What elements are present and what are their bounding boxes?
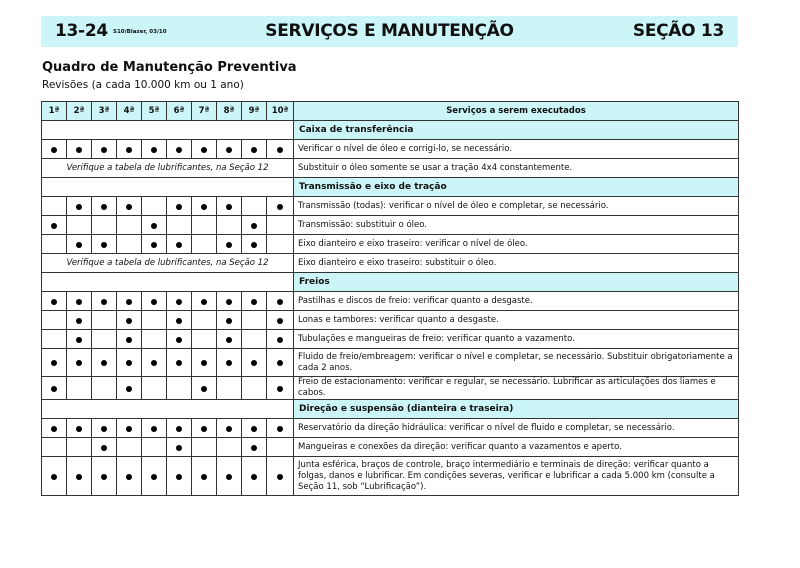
bullet-icon: [201, 204, 207, 210]
revision-cell: [242, 330, 267, 349]
section-blank-cell: [42, 178, 294, 197]
revision-cell: [267, 292, 294, 311]
revision-cell: [167, 457, 192, 496]
column-header: 2ª: [67, 102, 92, 121]
revision-cell: [92, 349, 117, 377]
revision-cell: [42, 438, 67, 457]
maintenance-table: [41, 101, 739, 496]
revision-cell: [142, 311, 167, 330]
bullet-icon: [226, 337, 232, 343]
revision-cell: [142, 235, 167, 254]
revision-cell: [192, 419, 217, 438]
table-row: [42, 438, 739, 457]
bullet-icon: [126, 474, 132, 480]
column-header: 9ª: [242, 102, 267, 121]
bullet-icon: [251, 360, 257, 366]
bullet-icon: [151, 426, 157, 432]
bullet-icon: [277, 299, 283, 305]
bullet-icon: [151, 474, 157, 480]
bullet-icon: [101, 474, 107, 480]
revision-cell: [242, 377, 267, 400]
revision-cell: [67, 197, 92, 216]
revision-cell: [92, 140, 117, 159]
revision-cell: [142, 197, 167, 216]
revision-cell: [192, 438, 217, 457]
revision-cell: [217, 419, 242, 438]
revision-cell: [142, 216, 167, 235]
revision-cell: [192, 377, 217, 400]
bullet-icon: [76, 318, 82, 324]
bullet-icon: [151, 360, 157, 366]
revision-cell: [67, 438, 92, 457]
revision-cell: [267, 419, 294, 438]
revision-cell: [267, 349, 294, 377]
bullet-icon: [151, 242, 157, 248]
bullet-icon: [277, 474, 283, 480]
revision-cell: [92, 457, 117, 496]
revision-cell: [217, 377, 242, 400]
bullet-icon: [101, 204, 107, 210]
bullet-icon: [126, 318, 132, 324]
revision-cell: [242, 235, 267, 254]
revision-cell: [192, 216, 217, 235]
bullet-icon: [51, 426, 57, 432]
model-note: S10/Blazer, 03/10: [113, 29, 167, 35]
revision-cell: [267, 438, 294, 457]
bullet-icon: [76, 299, 82, 305]
revision-cell: [117, 419, 142, 438]
revision-cell: [242, 438, 267, 457]
revision-cell: [42, 292, 67, 311]
bullet-icon: [201, 386, 207, 392]
bullet-icon: [126, 337, 132, 343]
table-body: [42, 121, 739, 496]
bullet-icon: [226, 474, 232, 480]
revision-cell: [42, 457, 67, 496]
bullet-icon: [126, 426, 132, 432]
revision-cell: [167, 330, 192, 349]
bullet-icon: [251, 242, 257, 248]
service-text: Junta esférica, braços de controle, braço intermediário e terminais de direção: verificar quanto a folgas, danos e lubrificar. Em condições severas, verificar e lubrificar a cada 5.000 km (consulte a Seção 11, sob “Lubrificação”).: [294, 457, 739, 496]
bullet-icon: [201, 426, 207, 432]
revision-cell: [42, 140, 67, 159]
bullet-icon: [176, 360, 182, 366]
section-row: [42, 121, 739, 140]
revision-cell: [267, 330, 294, 349]
service-text: Transmissão (todas): verificar o nível de óleo e completar, se necessário.: [294, 197, 739, 216]
revision-cell: [192, 235, 217, 254]
revision-cell: [167, 377, 192, 400]
page-subtitle: Revisões (a cada 10.000 km ou 1 ano): [42, 79, 244, 91]
bullet-icon: [126, 360, 132, 366]
revision-cell: [92, 438, 117, 457]
column-header: 1ª: [42, 102, 67, 121]
bullet-icon: [151, 147, 157, 153]
bullet-icon: [76, 242, 82, 248]
revision-cell: [242, 349, 267, 377]
section-row: [42, 273, 739, 292]
revision-cell: [267, 140, 294, 159]
revision-cell: [67, 292, 92, 311]
bullet-icon: [101, 426, 107, 432]
revision-cell: [67, 235, 92, 254]
section-row: [42, 178, 739, 197]
service-text: Verificar o nível de óleo e corrigi-lo, se necessário.: [294, 140, 739, 159]
revision-cell: [267, 235, 294, 254]
note-row: [42, 254, 739, 273]
bullet-icon: [51, 299, 57, 305]
bullet-icon: [201, 147, 207, 153]
revision-cell: [267, 457, 294, 496]
bullet-icon: [226, 360, 232, 366]
bullet-icon: [277, 337, 283, 343]
services-header: Serviços a serem executados: [294, 102, 739, 121]
bullet-icon: [51, 223, 57, 229]
table-row: [42, 330, 739, 349]
revision-cell: [267, 216, 294, 235]
revision-cell: [117, 377, 142, 400]
bullet-icon: [251, 426, 257, 432]
revision-cell: [117, 330, 142, 349]
revision-cell: [67, 457, 92, 496]
revision-cell: [142, 349, 167, 377]
revision-cell: [92, 377, 117, 400]
bullet-icon: [176, 242, 182, 248]
revision-cell: [92, 235, 117, 254]
bullet-icon: [101, 445, 107, 451]
table-row: [42, 419, 739, 438]
revision-cell: [142, 330, 167, 349]
bullet-icon: [151, 223, 157, 229]
revision-cell: [167, 438, 192, 457]
revision-cell: [117, 197, 142, 216]
revision-cell: [192, 197, 217, 216]
table-row: [42, 140, 739, 159]
bullet-icon: [51, 474, 57, 480]
revision-cell: [167, 292, 192, 311]
bullet-icon: [176, 147, 182, 153]
bullet-icon: [176, 426, 182, 432]
revision-cell: [217, 311, 242, 330]
table-header-row: [42, 102, 739, 121]
bullet-icon: [76, 147, 82, 153]
revision-cell: [92, 197, 117, 216]
revision-cell: [192, 311, 217, 330]
revision-cell: [267, 377, 294, 400]
bullet-icon: [201, 474, 207, 480]
service-text: Eixo dianteiro e eixo traseiro: substituir o óleo.: [294, 254, 739, 273]
column-header: 7ª: [192, 102, 217, 121]
bullet-icon: [101, 242, 107, 248]
revision-cell: [142, 292, 167, 311]
revision-cell: [217, 216, 242, 235]
revision-cell: [117, 349, 142, 377]
service-text: Mangueiras e conexões da direção: verificar quanto a vazamentos e aperto.: [294, 438, 739, 457]
bullet-icon: [51, 360, 57, 366]
column-header: 10ª: [267, 102, 294, 121]
revision-cell: [167, 419, 192, 438]
service-text: Freio de estacionamento: verificar e regular, se necessário. Lubrificar as articulações dos liames e cabos.: [294, 377, 739, 400]
lubricant-note: Verifique a tabela de lubrificantes, na Seção 12: [42, 159, 294, 178]
service-text: Reservatório da direção hidráulica: verificar o nível de fluido e completar, se necessário.: [294, 419, 739, 438]
service-text: Substituir o óleo somente se usar a tração 4x4 constantemente.: [294, 159, 739, 178]
bullet-icon: [277, 426, 283, 432]
revision-cell: [92, 292, 117, 311]
table-row: [42, 311, 739, 330]
revision-cell: [217, 140, 242, 159]
revision-cell: [67, 349, 92, 377]
revision-cell: [117, 140, 142, 159]
revision-cell: [167, 140, 192, 159]
revision-cell: [167, 197, 192, 216]
revision-cell: [92, 311, 117, 330]
bullet-icon: [201, 299, 207, 305]
revision-cell: [92, 419, 117, 438]
revision-cell: [67, 140, 92, 159]
revision-cell: [267, 311, 294, 330]
revision-cell: [217, 197, 242, 216]
bullet-icon: [277, 360, 283, 366]
bullet-icon: [101, 299, 107, 305]
revision-cell: [142, 140, 167, 159]
revision-cell: [117, 216, 142, 235]
revision-cell: [242, 457, 267, 496]
revision-cell: [117, 311, 142, 330]
revision-cell: [142, 419, 167, 438]
bullet-icon: [126, 386, 132, 392]
bullet-icon: [76, 474, 82, 480]
revision-cell: [167, 216, 192, 235]
bullet-icon: [277, 147, 283, 153]
bullet-icon: [51, 386, 57, 392]
revision-cell: [42, 419, 67, 438]
bullet-icon: [176, 337, 182, 343]
revision-cell: [267, 197, 294, 216]
revision-cell: [242, 292, 267, 311]
note-row: [42, 159, 739, 178]
revision-cell: [242, 216, 267, 235]
revision-cell: [192, 457, 217, 496]
bullet-icon: [226, 426, 232, 432]
page-number: 13-24: [55, 21, 108, 41]
revision-cell: [42, 235, 67, 254]
section-blank-cell: [42, 121, 294, 140]
revision-cell: [92, 330, 117, 349]
page-title: Quadro de Manutenção Preventiva: [42, 60, 297, 75]
revision-cell: [67, 330, 92, 349]
bullet-icon: [176, 445, 182, 451]
revision-cell: [117, 457, 142, 496]
bullet-icon: [226, 299, 232, 305]
bullet-icon: [176, 318, 182, 324]
revision-cell: [117, 235, 142, 254]
bullet-icon: [101, 360, 107, 366]
bullet-icon: [226, 147, 232, 153]
bullet-icon: [76, 426, 82, 432]
revision-cell: [42, 216, 67, 235]
column-header: 6ª: [167, 102, 192, 121]
revision-cell: [42, 330, 67, 349]
bullet-icon: [277, 318, 283, 324]
bullet-icon: [277, 204, 283, 210]
bullet-icon: [76, 204, 82, 210]
table-row: [42, 197, 739, 216]
revision-cell: [142, 438, 167, 457]
revision-cell: [192, 292, 217, 311]
bullet-icon: [251, 474, 257, 480]
table-row: [42, 349, 739, 377]
bullet-icon: [251, 299, 257, 305]
bullet-icon: [101, 147, 107, 153]
bullet-icon: [251, 445, 257, 451]
section-row: [42, 400, 739, 419]
service-text: Lonas e tambores: verificar quanto a desgaste.: [294, 311, 739, 330]
service-text: Transmissão: substituir o óleo.: [294, 216, 739, 235]
revision-cell: [242, 140, 267, 159]
service-text: Fluido de freio/embreagem: verificar o nível e completar, se necessário. Substituir obrigatoriamente a cada 2 anos.: [294, 349, 739, 377]
revision-cell: [192, 140, 217, 159]
column-header: 8ª: [217, 102, 242, 121]
revision-cell: [242, 311, 267, 330]
revision-cell: [42, 311, 67, 330]
section-blank-cell: [42, 400, 294, 419]
bullet-icon: [126, 147, 132, 153]
bullet-icon: [176, 299, 182, 305]
revision-cell: [142, 457, 167, 496]
revision-cell: [42, 349, 67, 377]
section-title: Caixa de transferência: [294, 121, 739, 140]
bullet-icon: [201, 360, 207, 366]
revision-cell: [217, 349, 242, 377]
table-row: [42, 457, 739, 496]
bullet-icon: [176, 474, 182, 480]
revision-cell: [167, 235, 192, 254]
column-header: 5ª: [142, 102, 167, 121]
revision-cell: [192, 349, 217, 377]
column-header: 3ª: [92, 102, 117, 121]
revision-cell: [67, 419, 92, 438]
service-text: Tubulações e mangueiras de freio: verificar quanto a vazamento.: [294, 330, 739, 349]
bullet-icon: [76, 337, 82, 343]
bullet-icon: [251, 147, 257, 153]
table-row: [42, 235, 739, 254]
revision-cell: [217, 438, 242, 457]
revision-cell: [42, 197, 67, 216]
bullet-icon: [126, 299, 132, 305]
revision-cell: [217, 457, 242, 496]
section-title: Direção e suspensão (dianteira e traseira): [294, 400, 739, 419]
revision-cell: [217, 330, 242, 349]
column-header: 4ª: [117, 102, 142, 121]
bullet-icon: [51, 147, 57, 153]
revision-cell: [217, 292, 242, 311]
section-title: Transmissão e eixo de tração: [294, 178, 739, 197]
bullet-icon: [76, 360, 82, 366]
service-text: Pastilhas e discos de freio: verificar quanto a desgaste.: [294, 292, 739, 311]
revision-cell: [67, 311, 92, 330]
section-title: Freios: [294, 273, 739, 292]
table-row: [42, 292, 739, 311]
bullet-icon: [226, 318, 232, 324]
bullet-icon: [251, 223, 257, 229]
bullet-icon: [277, 386, 283, 392]
bullet-icon: [151, 299, 157, 305]
revision-cell: [217, 235, 242, 254]
revision-cell: [242, 419, 267, 438]
revision-cell: [142, 377, 167, 400]
revision-cell: [42, 377, 67, 400]
bullet-icon: [176, 204, 182, 210]
lubricant-note: Verifique a tabela de lubrificantes, na Seção 12: [42, 254, 294, 273]
revision-cell: [242, 197, 267, 216]
bullet-icon: [226, 242, 232, 248]
revision-cell: [117, 292, 142, 311]
chapter-title: SERVIÇOS E MANUTENÇÃO: [265, 21, 514, 41]
revision-cell: [92, 216, 117, 235]
revision-cell: [167, 311, 192, 330]
revision-cell: [67, 216, 92, 235]
table-row: [42, 377, 739, 400]
revision-cell: [192, 330, 217, 349]
page-header: [41, 16, 738, 47]
section-blank-cell: [42, 273, 294, 292]
section-label: SEÇÃO 13: [632, 21, 724, 41]
revision-cell: [167, 349, 192, 377]
bullet-icon: [126, 204, 132, 210]
revision-cell: [67, 377, 92, 400]
service-text: Eixo dianteiro e eixo traseiro: verificar o nível de óleo.: [294, 235, 739, 254]
table-row: [42, 216, 739, 235]
revision-cell: [117, 438, 142, 457]
bullet-icon: [226, 204, 232, 210]
